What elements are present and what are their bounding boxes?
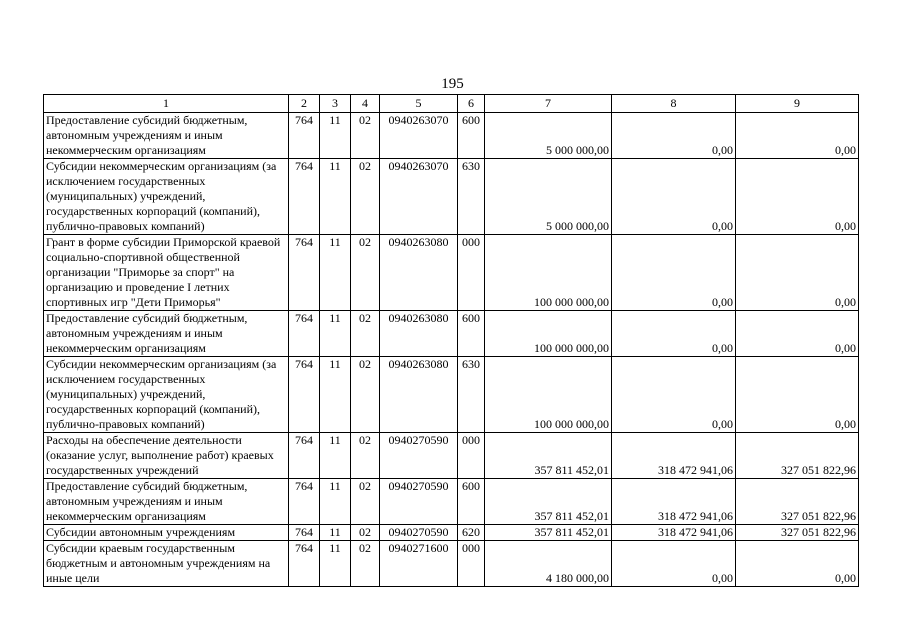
section-code: 11 [320,235,351,311]
amount-col-9: 327 051 822,96 [736,433,859,479]
expense-type-code: 000 [458,433,485,479]
table-row [44,113,859,159]
subsection-code: 02 [351,433,380,479]
amount-col-9: 0,00 [736,357,859,433]
ministry-code: 764 [289,235,320,311]
amount-col-9: 0,00 [736,113,859,159]
target-item-code: 0940263080 [380,235,458,311]
section-code: 11 [320,525,351,541]
target-item-code: 0940271600 [380,541,458,587]
amount-col-9: 327 051 822,96 [736,479,859,525]
expense-name: Субсидии некоммерческим организациям (за исключением государственных (муниципальных) учреждений, государственных корпораций (компаний), публично-правовых компаний) [44,159,289,235]
subsection-code: 02 [351,311,380,357]
expense-type-code: 600 [458,311,485,357]
target-item-code: 0940263080 [380,311,458,357]
amount-col-7: 357 811 452,01 [485,525,612,541]
section-code: 11 [320,159,351,235]
amount-col-9: 0,00 [736,311,859,357]
amount-col-8: 0,00 [612,113,736,159]
target-item-code: 0940270590 [380,525,458,541]
table-row [44,235,859,311]
amount-col-7: 100 000 000,00 [485,357,612,433]
amount-col-7: 5 000 000,00 [485,113,612,159]
amount-col-8: 0,00 [612,159,736,235]
expense-type-code: 000 [458,541,485,587]
subsection-code: 02 [351,541,380,587]
table-row [44,159,859,235]
section-code: 11 [320,433,351,479]
expense-name: Предоставление субсидий бюджетным, автономным учреждениям и иным некоммерческим организациям [44,311,289,357]
header-col-5: 5 [380,95,458,113]
section-code: 11 [320,113,351,159]
header-col-4: 4 [351,95,380,113]
expense-type-code: 620 [458,525,485,541]
ministry-code: 764 [289,159,320,235]
subsection-code: 02 [351,525,380,541]
header-row [44,95,859,113]
subsection-code: 02 [351,479,380,525]
amount-col-9: 0,00 [736,541,859,587]
expense-name: Субсидии автономным учреждениям [44,525,289,541]
amount-col-7: 357 811 452,01 [485,433,612,479]
header-col-6: 6 [458,95,485,113]
amount-col-8: 0,00 [612,357,736,433]
amount-col-8: 0,00 [612,235,736,311]
amount-col-7: 357 811 452,01 [485,479,612,525]
expense-name: Субсидии некоммерческим организациям (за исключением государственных (муниципальных) учреждений, государственных корпораций (компаний), публично-правовых компаний) [44,357,289,433]
ministry-code: 764 [289,433,320,479]
expense-name: Предоставление субсидий бюджетным, автономным учреждениям и иным некоммерческим организациям [44,479,289,525]
subsection-code: 02 [351,113,380,159]
amount-col-9: 0,00 [736,159,859,235]
target-item-code: 0940270590 [380,433,458,479]
table-row [44,525,859,541]
amount-col-8: 0,00 [612,541,736,587]
expense-name: Субсидии краевым государственным бюджетным и автономным учреждениям на иные цели [44,541,289,587]
page-number: 195 [441,76,464,92]
section-code: 11 [320,311,351,357]
section-code: 11 [320,357,351,433]
ministry-code: 764 [289,479,320,525]
budget-table [43,94,859,587]
subsection-code: 02 [351,357,380,433]
header-col-1: 1 [44,95,289,113]
amount-col-8: 0,00 [612,311,736,357]
header-col-7: 7 [485,95,612,113]
expense-name: Расходы на обеспечение деятельности (оказание услуг, выполнение работ) краевых государственных учреждений [44,433,289,479]
amount-col-9: 0,00 [736,235,859,311]
section-code: 11 [320,479,351,525]
header-col-9: 9 [736,95,859,113]
target-item-code: 0940263070 [380,113,458,159]
subsection-code: 02 [351,235,380,311]
amount-col-7: 100 000 000,00 [485,235,612,311]
table-row [44,433,859,479]
subsection-code: 02 [351,159,380,235]
ministry-code: 764 [289,311,320,357]
target-item-code: 0940263070 [380,159,458,235]
target-item-code: 0940263080 [380,357,458,433]
table-row [44,541,859,587]
table-row [44,311,859,357]
header-col-2: 2 [289,95,320,113]
target-item-code: 0940270590 [380,479,458,525]
ministry-code: 764 [289,113,320,159]
table-row [44,357,859,433]
header-col-8: 8 [612,95,736,113]
expense-name: Предоставление субсидий бюджетным, автономным учреждениям и иным некоммерческим организациям [44,113,289,159]
section-code: 11 [320,541,351,587]
amount-col-7: 100 000 000,00 [485,311,612,357]
ministry-code: 764 [289,525,320,541]
amount-col-9: 327 051 822,96 [736,525,859,541]
amount-col-8: 318 472 941,06 [612,525,736,541]
table-row [44,479,859,525]
expense-type-code: 000 [458,235,485,311]
expense-type-code: 600 [458,479,485,525]
ministry-code: 764 [289,541,320,587]
expense-type-code: 630 [458,357,485,433]
ministry-code: 764 [289,357,320,433]
expense-name: Грант в форме субсидии Приморской краевой социально-спортивной общественной организации "Приморье за спорт" на организацию и проведение I летних спортивных игр "Дети Приморья" [44,235,289,311]
amount-col-7: 5 000 000,00 [485,159,612,235]
amount-col-8: 318 472 941,06 [612,433,736,479]
amount-col-7: 4 180 000,00 [485,541,612,587]
header-col-3: 3 [320,95,351,113]
expense-type-code: 600 [458,113,485,159]
expense-type-code: 630 [458,159,485,235]
amount-col-8: 318 472 941,06 [612,479,736,525]
